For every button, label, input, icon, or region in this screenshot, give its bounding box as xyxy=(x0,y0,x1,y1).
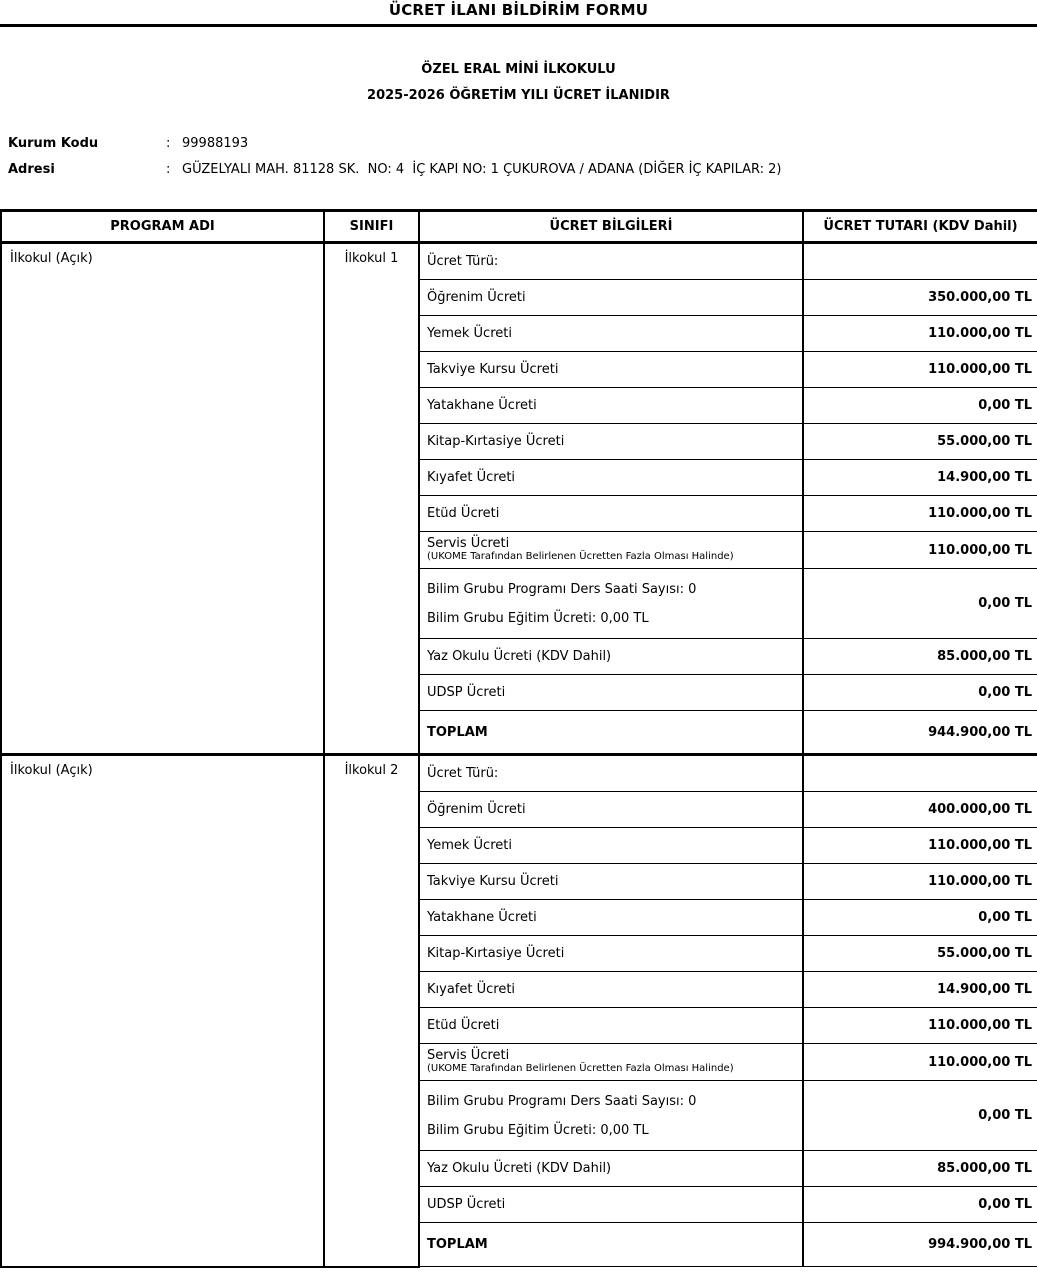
fee-label-cell xyxy=(419,316,803,352)
fee-label-cell xyxy=(419,639,803,675)
fee-label: Öğrenim Ücreti xyxy=(427,802,526,817)
fee-amount-cell: 110.000,00 TL xyxy=(803,496,1037,532)
fee-table xyxy=(0,209,1037,1268)
fee-label-cell xyxy=(419,569,803,639)
fee-label: Kitap-Kırtasiye Ücreti xyxy=(427,434,565,449)
fee-label: TOPLAM xyxy=(427,724,488,740)
school-header xyxy=(0,57,1037,109)
fee-label: Yaz Okulu Ücreti (KDV Dahil) xyxy=(427,1161,612,1176)
fee-amount-cell: 110.000,00 TL xyxy=(803,828,1037,864)
fee-amount-cell: 110.000,00 TL xyxy=(803,352,1037,388)
program-name-cell: İlkokul (Açık) xyxy=(1,755,324,1267)
fee-amount-cell: 85.000,00 TL xyxy=(803,1151,1037,1187)
separator-colon: : xyxy=(166,136,171,151)
fee-label: Kitap-Kırtasiye Ücreti xyxy=(427,946,565,961)
form-title-bar xyxy=(0,0,1037,27)
header-sinifi: SINIFI xyxy=(324,211,419,243)
fee-label: Takviye Kursu Ücreti xyxy=(427,874,559,889)
fee-label: Yatakhane Ücreti xyxy=(427,398,537,413)
table-header-row xyxy=(1,211,1037,243)
fee-amount-cell: 0,00 TL xyxy=(803,675,1037,711)
fee-amount-cell: 14.900,00 TL xyxy=(803,460,1037,496)
table-row xyxy=(1,243,1037,280)
header-ucret-tutari: ÜCRET TUTARI (KDV Dahil) xyxy=(803,211,1037,243)
fee-label-cell xyxy=(419,280,803,316)
fee-amount-cell: 110.000,00 TL xyxy=(803,532,1037,569)
fee-label-cell xyxy=(419,1008,803,1044)
fee-label: Yatakhane Ücreti xyxy=(427,910,537,925)
fee-label: Bilim Grubu Programı Ders Saati Sayısı: 0 xyxy=(427,1093,697,1109)
fee-label-secondary: Bilim Grubu Eğitim Ücreti: 0,00 TL xyxy=(427,1122,649,1138)
header-ucret-bilgileri: ÜCRET BİLGİLERİ xyxy=(419,211,803,243)
fee-label: TOPLAM xyxy=(427,1237,488,1252)
fee-amount-cell: 110.000,00 TL xyxy=(803,864,1037,900)
form-title: ÜCRET İLANI BİLDİRİM FORMU xyxy=(388,1,649,19)
separator-colon: : xyxy=(166,162,171,177)
fee-label-cell xyxy=(419,496,803,532)
fee-label-cell xyxy=(419,532,803,569)
fee-amount-cell: 14.900,00 TL xyxy=(803,972,1037,1008)
fee-note: (UKOME Tarafından Belirlenen Ücretten Fazla Olması Halinde) xyxy=(427,1063,734,1075)
fee-label: Yemek Ücreti xyxy=(427,326,512,341)
info-row-kurum-kodu xyxy=(0,131,1037,157)
school-name: ÖZEL ERAL MİNİ İLKOKULU xyxy=(421,62,616,77)
fee-amount-cell xyxy=(803,755,1037,792)
header-program-adi: PROGRAM ADI xyxy=(1,211,324,243)
fee-label-cell xyxy=(419,388,803,424)
fee-label-cell xyxy=(419,936,803,972)
fee-label-cell xyxy=(419,352,803,388)
fee-amount-cell: 110.000,00 TL xyxy=(803,1008,1037,1044)
fee-label: Servis Ücreti xyxy=(427,536,510,552)
fee-amount-cell: 0,00 TL xyxy=(803,1081,1037,1151)
fee-amount-cell: 944.900,00 TL xyxy=(803,711,1037,755)
fee-label-cell xyxy=(419,792,803,828)
fee-label: Servis Ücreti xyxy=(427,1048,510,1064)
adresi-value: GÜZELYALI MAH. 81128 SK. NO: 4 İÇ KAPI NO: 1 ÇUKUROVA / ADANA (DİĞER İÇ KAPILAR: 2) xyxy=(182,162,782,177)
kurum-kodu-label: Kurum Kodu xyxy=(8,136,99,151)
fee-label: Takviye Kursu Ücreti xyxy=(427,362,559,377)
fee-amount-cell: 85.000,00 TL xyxy=(803,639,1037,675)
fee-note: (UKOME Tarafından Belirlenen Ücretten Fazla Olması Halinde) xyxy=(427,551,734,563)
fee-label: Kıyafet Ücreti xyxy=(427,982,516,997)
fee-label: Bilim Grubu Programı Ders Saati Sayısı: 0 xyxy=(427,581,697,597)
fee-amount-cell: 0,00 TL xyxy=(803,388,1037,424)
form-subtitle: 2025-2026 ÖĞRETİM YILI ÜCRET İLANIDIR xyxy=(367,88,670,103)
fee-label: Öğrenim Ücreti xyxy=(427,290,526,305)
fee-label: Yemek Ücreti xyxy=(427,838,512,853)
fee-label-secondary: Bilim Grubu Eğitim Ücreti: 0,00 TL xyxy=(427,610,649,626)
fee-label-cell xyxy=(419,828,803,864)
fee-label-cell xyxy=(419,972,803,1008)
fee-label: Ücret Türü: xyxy=(427,766,499,781)
fee-amount-cell: 400.000,00 TL xyxy=(803,792,1037,828)
fee-amount-cell: 350.000,00 TL xyxy=(803,280,1037,316)
sinif-cell: İlkokul 1 xyxy=(324,243,419,755)
fee-label: Etüd Ücreti xyxy=(427,1018,500,1033)
fee-label-cell xyxy=(419,711,803,755)
fee-label-cell xyxy=(419,424,803,460)
fee-label-cell xyxy=(419,1223,803,1267)
fee-label-cell xyxy=(419,675,803,711)
table-row xyxy=(1,755,1037,792)
fee-amount-cell: 110.000,00 TL xyxy=(803,316,1037,352)
fee-label-cell xyxy=(419,1187,803,1223)
fee-label: Etüd Ücreti xyxy=(427,506,500,521)
info-row-adresi xyxy=(0,157,1037,183)
fee-amount-cell: 55.000,00 TL xyxy=(803,936,1037,972)
fee-label-cell xyxy=(419,900,803,936)
fee-amount-cell: 0,00 TL xyxy=(803,1187,1037,1223)
fee-amount-cell: 0,00 TL xyxy=(803,569,1037,639)
adresi-label: Adresi xyxy=(8,162,55,177)
program-name-cell: İlkokul (Açık) xyxy=(1,243,324,755)
kurum-kodu-value: 99988193 xyxy=(182,136,249,151)
sinif-cell: İlkokul 2 xyxy=(324,755,419,1267)
fee-label: Kıyafet Ücreti xyxy=(427,470,516,485)
fee-amount-cell: 0,00 TL xyxy=(803,900,1037,936)
fee-label: Yaz Okulu Ücreti (KDV Dahil) xyxy=(427,649,612,664)
fee-label: UDSP Ücreti xyxy=(427,1197,506,1212)
fee-amount-cell: 55.000,00 TL xyxy=(803,424,1037,460)
fee-label-cell xyxy=(419,755,803,792)
fee-label: Ücret Türü: xyxy=(427,254,499,269)
fee-label-cell xyxy=(419,1081,803,1151)
fee-amount-cell: 994.900,00 TL xyxy=(803,1223,1037,1267)
institution-info xyxy=(0,131,1037,183)
fee-label-cell xyxy=(419,460,803,496)
fee-label-cell xyxy=(419,864,803,900)
fee-label-cell xyxy=(419,1151,803,1187)
fee-label-cell xyxy=(419,1044,803,1081)
fee-label-cell xyxy=(419,243,803,280)
fee-label: UDSP Ücreti xyxy=(427,685,506,700)
fee-amount-cell: 110.000,00 TL xyxy=(803,1044,1037,1081)
fee-amount-cell xyxy=(803,243,1037,280)
